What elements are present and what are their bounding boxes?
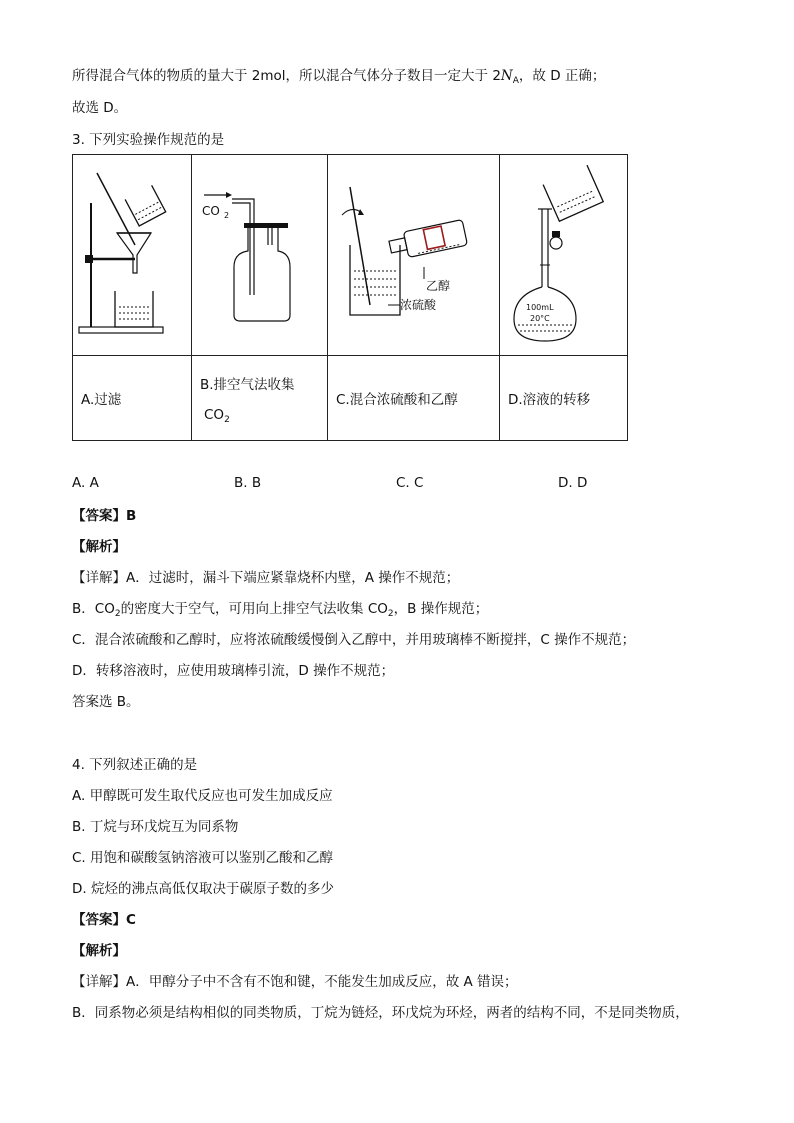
question-4-option-d: D. 烷烃的沸点高低仅取决于碳原子数的多少 [72,881,334,897]
gas-collection-diagram [192,155,327,351]
co2-diagram-subscript: 2 [224,211,230,220]
question-3-answer: 【答案】B [72,508,137,524]
mixing-diagram-cell [328,155,500,356]
label-c-text: C.混合浓硫酸和乙醇 [336,392,458,408]
label-b-co2: CO [204,407,225,423]
detail-b-part1: B．CO [72,601,115,617]
question-4-stem: 4. 下列叙述正确的是 [72,757,198,773]
option-a: A. A [72,475,99,491]
label-c [328,356,500,441]
question-4-option-a: A. 甲醇既可发生取代反应也可发生加成反应 [72,788,333,804]
question-4-detail-a: 【详解】A．甲醇分子中不含有不饱和键，不能发生加成反应，故 A 错误； [72,974,518,990]
question-3-detail-b [72,599,488,624]
question-4-analysis-title: 【解析】 [72,943,126,959]
avogadro-subscript: A [512,76,519,86]
intro-line-1 [72,66,605,91]
co2-diagram-label: CO [202,204,220,218]
intro-line-2: 故选 D。 [72,100,128,116]
label-d-text: D.溶液的转移 [508,392,591,408]
label-b [192,356,328,441]
transfer-diagram [500,155,627,351]
label-b-line1: B.排空气法收集 [200,377,295,393]
label-b-line2 [200,407,327,423]
question-3-analysis-title: 【解析】 [72,539,126,555]
question-3-detail-a: 【详解】A．过滤时，漏斗下端应紧靠烧杯内壁，A 操作不规范； [72,570,460,586]
gas-collection-diagram-cell [192,155,328,356]
filtration-diagram [73,155,191,351]
question-4-detail-b: B．同系物必须是结构相似的同类物质，丁烷为链烃，环戊烷为环烃，两者的结构不同，不是同类物质， [72,1005,689,1021]
flask-temp-label: 20°C [530,314,550,323]
ethanol-diagram-label: 乙醇 [426,279,451,293]
detail-b-sub2: 2 [387,609,394,619]
question-3-detail-c: C．混合浓硫酸和乙醇时，应将浓硫酸缓慢倒入乙醇中，并用玻璃棒不断搅拌，C 操作不规范； [72,632,636,648]
question-4-option-b: B. 丁烷与环戊烷互为同系物 [72,819,239,835]
detail-b-sub1: 2 [114,609,121,619]
question-4-answer: 【答案】C [72,912,136,928]
avogadro-symbol: N [500,68,513,84]
intro-tail: ，故 D 正确； [518,68,606,84]
option-d: D. D [558,475,588,491]
intro-text: 所得混合气体的物质的量大于 2mol，所以混合气体分子数目一定大于 2 [72,68,501,84]
label-a-text: A.过滤 [81,392,122,408]
label-d [500,356,628,441]
question-3-stem: 3. 下列实验操作规范的是 [72,132,225,148]
option-c: C. C [396,475,424,491]
transfer-diagram-cell [500,155,628,356]
filtration-diagram-cell [73,155,192,356]
label-a [73,356,192,441]
detail-b-part3: ，B 操作规范； [393,601,489,617]
option-b: B. B [234,475,262,491]
acid-diagram-label: 浓硫酸 [400,298,437,312]
question-3-conclusion: 答案选 B。 [72,694,140,710]
question-3-detail-d: D．转移溶液时，应使用玻璃棒引流，D 操作不规范； [72,663,395,679]
question-3-options [72,475,632,495]
question-4-option-c: C. 用饱和碳酸氢钠溶液可以鉴别乙酸和乙醇 [72,850,334,866]
detail-b-part2: 的密度大于空气，可用向上排空气法收集 CO [120,601,388,617]
label-b-sub: 2 [224,415,230,425]
question-3-table [72,154,628,441]
flask-volume-label: 100mL [526,303,554,312]
mixing-diagram [328,155,499,351]
